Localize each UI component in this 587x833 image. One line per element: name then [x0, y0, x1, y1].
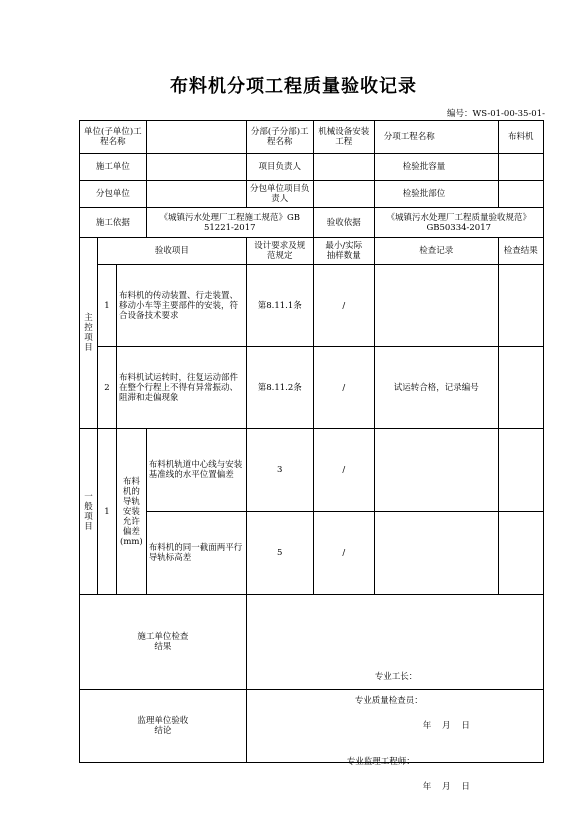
- general-row-no: 1: [98, 429, 117, 595]
- item-value: 布料机: [498, 121, 543, 154]
- main-control-label: 主控项目: [80, 238, 98, 429]
- sub-manager-label: 分包单位项目负责人: [246, 181, 313, 208]
- main-row-2-item: 布料机试运转时，往复运动部件在整个行程上不得有异常振动、阻滞和走偏现象: [117, 347, 247, 429]
- construction-date: 年 月 日: [422, 721, 470, 731]
- general-row-2-result[interactable]: [498, 512, 543, 595]
- col-item-header: 验收项目: [98, 238, 247, 265]
- acceptance-basis-label: 验收依据: [313, 208, 374, 238]
- col-design-header: 设计要求及规范规定: [246, 238, 313, 265]
- acceptance-table: [79, 120, 544, 792]
- batch-location-label: 检验批部位: [374, 181, 498, 208]
- col-sample-header: 最小/实际抽样数量: [313, 238, 374, 265]
- main-row-1-sample: /: [313, 265, 374, 347]
- foreman-label: 专业工长：: [374, 672, 418, 682]
- main-row-2-result[interactable]: [498, 347, 543, 429]
- construction-signature-area[interactable]: [246, 595, 543, 731]
- engineer-label: 专业监理工程师：: [346, 757, 415, 767]
- acceptance-basis-value: 《城镇污水处理厂工程质量验收规范》GB50334-2017: [374, 208, 543, 238]
- general-row-2-sample: /: [313, 512, 374, 595]
- subdivision-value: 机械设备安装工程: [313, 121, 374, 154]
- main-row-2-record[interactable]: 试运转合格，记录编号: [374, 347, 498, 429]
- general-row-1-result[interactable]: [498, 429, 543, 512]
- constructor-value[interactable]: [146, 154, 246, 181]
- sub-manager-value[interactable]: [313, 181, 374, 208]
- main-row-1-result[interactable]: [498, 265, 543, 347]
- constructor-label: 施工单位: [80, 154, 147, 181]
- general-row-1-design: 3: [246, 429, 313, 512]
- item-label: 分项工程名称: [374, 121, 498, 154]
- main-row-2-design: 第8.11.2条: [246, 347, 313, 429]
- main-row-2-sample: /: [313, 347, 374, 429]
- general-row-2-item: 布料机的同一截面两平行导轨标高差: [146, 512, 246, 595]
- batch-capacity-label: 检验批容量: [374, 154, 498, 181]
- supervision-date: 年 月 日: [422, 782, 470, 792]
- general-row-2-record[interactable]: [374, 512, 498, 595]
- subcontractor-value[interactable]: [146, 181, 246, 208]
- supervision-label: 监理单位验收结论: [80, 690, 247, 763]
- batch-location-value[interactable]: [498, 181, 543, 208]
- general-row-2-design: 5: [246, 512, 313, 595]
- page-title: 布料机分项工程质量验收记录: [170, 76, 417, 97]
- main-row-2-no: 2: [98, 347, 117, 429]
- unit-label: 单位(子单位)工程名称: [80, 121, 147, 154]
- general-row-1-record[interactable]: [374, 429, 498, 512]
- main-row-1-no: 1: [98, 265, 117, 347]
- general-row-1-item: 布料机轨道中心线与安装基准线的水平位置偏差: [146, 429, 246, 512]
- general-label: 一般项目: [80, 429, 98, 595]
- inspector-label: 专业质量检查员：: [354, 696, 423, 706]
- col-record-header: 检查记录: [374, 238, 498, 265]
- main-row-1-design: 第8.11.1条: [246, 265, 313, 347]
- general-row-1-sample: /: [313, 429, 374, 512]
- record-code: 编号：WS-01-00-35-01-: [447, 109, 545, 119]
- subdivision-label: 分部(子分部)工程名称: [246, 121, 313, 154]
- batch-capacity-value[interactable]: [498, 154, 543, 181]
- project-manager-label: 项目负责人: [246, 154, 313, 181]
- basis-value: 《城镇污水处理厂工程施工规范》GB 51221-2017: [146, 208, 313, 238]
- general-group-label: 布料机的导轨安装允许偏差(mm): [117, 429, 147, 595]
- basis-label: 施工依据: [80, 208, 147, 238]
- unit-value[interactable]: [146, 121, 246, 154]
- main-row-1-record[interactable]: [374, 265, 498, 347]
- project-manager-value[interactable]: [313, 154, 374, 181]
- col-result-header: 检查结果: [498, 238, 543, 265]
- construction-label: 施工单位检查结果: [80, 595, 247, 690]
- subcontractor-label: 分包单位: [80, 181, 147, 208]
- main-row-1-item: 布料机的传动装置、行走装置、移动小车等主要部件的安装，符合设备技术要求: [117, 265, 247, 347]
